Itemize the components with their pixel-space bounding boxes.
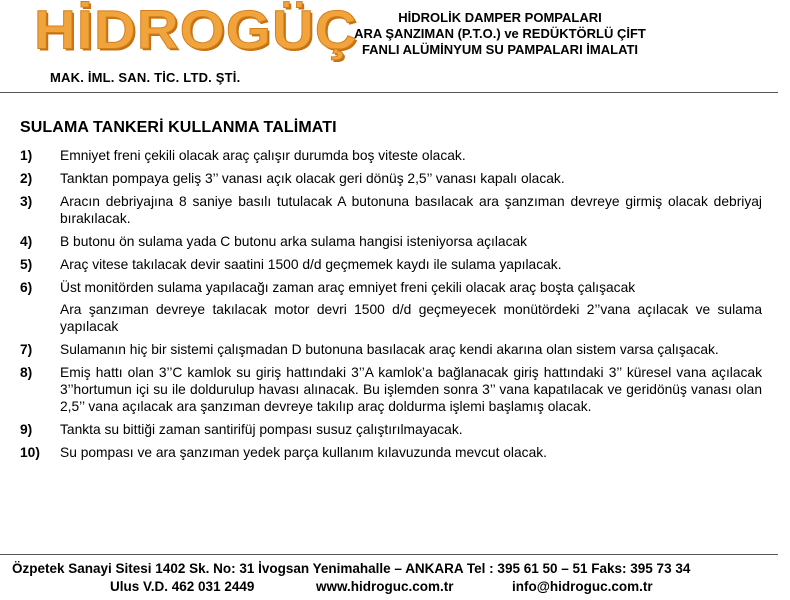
list-item [20,170,762,187]
instruction-list [20,147,762,467]
item-number: 2) [20,171,33,186]
item-sub-paragraph: Ara şanzıman devreye takılacak motor devri 1500 d/d geçmeyecek monütördeki 2’’vana açılacak ve sulama yapılacak [60,302,762,334]
item-number: 7) [20,342,33,357]
item-text: Üst monitörden sulama yapılacağı zaman araç emniyet freni çekili olacak araç boşta çalışacak [60,280,636,295]
list-item [20,421,762,438]
item-number: 1) [20,148,33,163]
footer-tax-id: Ulus V.D. 462 031 2449 [110,579,255,594]
item-text: Sulamanın hiç bir sistemi çalışmadan D butonuna basılacak araç kendi akarına olan sistem varsa çalışacak. [60,342,719,357]
list-item [20,444,762,461]
company-logo [28,0,358,70]
item-number: 9) [20,422,33,437]
item-number: 3) [20,194,33,209]
item-number: 5) [20,257,33,272]
item-text: Emiş hattı olan 3’’C kamlok su giriş hattındaki 3’’A kamlok’a bağlanacak giriş hattındaki 3’’ küresel vana açılacak 3’’hortumun içi su ile doldurulup havası alınacak. Bu işlemden sonra 3’’ vana kapatılacak ve geridönüş vanası olan 2,5’’ vana açılacak ara şanzıman devreye takılıp araç doldurma işlemi başlamış olacak. [60,365,762,414]
list-item [20,364,762,415]
item-number: 4) [20,234,33,249]
logo-text: HİDROGÜÇ [34,0,358,61]
item-text: Emniyet freni çekili olacak araç çalışır durumda boş viteste olacak. [60,148,466,163]
header-divider [0,92,778,93]
item-number: 6) [20,280,33,295]
list-item [20,341,762,358]
product-heading-line: HİDROLİK DAMPER POMPALARI [398,10,602,25]
product-heading-line: ARA ŞANZIMAN (P.T.O.) ve REDÜKTÖRLÜ ÇİFT [354,26,646,41]
item-number: 8) [20,365,33,380]
letterhead [0,0,790,92]
item-text: Tanktan pompaya geliş 3’’ vanası açık olacak geri dönüş 2,5’’ vanası kapalı olacak. [60,171,565,186]
item-text: Araç vitese takılacak devir saatini 1500 d/d geçmemek kaydı ile sulama yapılacak. [60,257,562,272]
product-heading [290,10,710,58]
item-text: Tankta su bittiği zaman santirifüj pompası susuz çalıştırılmayacak. [60,422,463,437]
item-number: 10) [20,445,40,460]
list-item [20,147,762,164]
list-item [20,256,762,273]
document-title: SULAMA TANKERİ KULLANMA TALİMATI [20,119,337,136]
footer-divider [0,554,778,555]
company-legal-name: MAK. İML. SAN. TİC. LTD. ŞTİ. [50,70,241,85]
footer-website-link[interactable]: www.hidroguc.com.tr [316,579,454,594]
list-item [20,233,762,250]
item-text: Su pompası ve ara şanzıman yedek parça kullanım kılavuzunda mevcut olacak. [60,445,547,460]
item-text: B butonu ön sulama yada C butonu arka sulama hangisi isteniyorsa açılacak [60,234,528,249]
list-item [20,279,762,296]
list-item [20,193,762,227]
item-text: Aracın debriyajına 8 saniye basılı tutulacak A butonuna basılacak ara şanzıman devreye girmiş olacak debriyaj bırakılacak. [60,194,762,226]
footer-email-link[interactable]: info@hidroguc.com.tr [512,579,653,594]
product-heading-line: FANLI ALÜMİNYUM SU PAMPALARI İMALATI [361,42,639,57]
footer-address: Özpetek Sanayi Sitesi 1402 Sk. No: 31 İvogsan Yenimahalle – ANKARA Tel : 395 61 50 – 51 Faks: 395 73 34 [12,561,691,576]
